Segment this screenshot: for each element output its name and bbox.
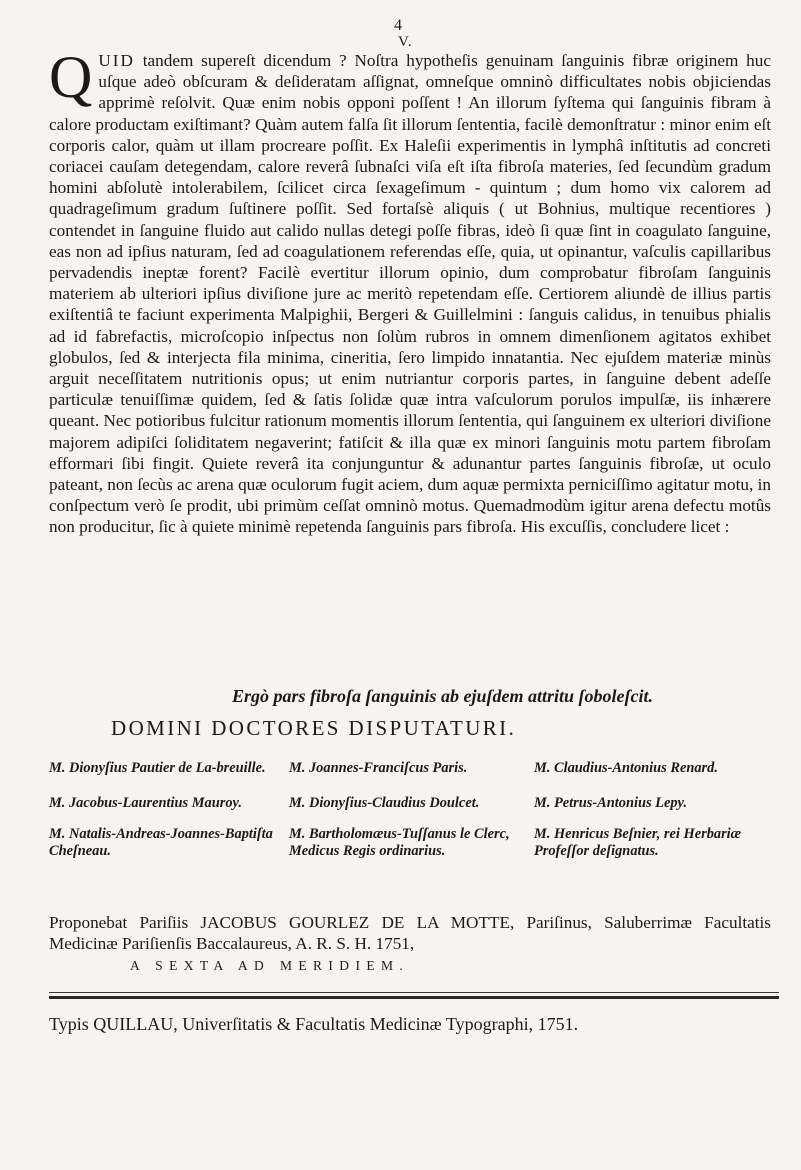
drop-cap: Q [49,44,93,110]
divider-thick [49,996,779,999]
doctors-list [49,760,779,878]
section-mark: V. [398,34,413,50]
doctor-name: M. Dionyſius-Claudius Doulcet. [289,795,480,811]
doctor-name: M. Henricus Beſnier, rei Herbariæ Profeſſor deſignatus. [534,826,742,859]
divider-thin [49,992,779,993]
doctor-name: M. Claudius-Antonius Renard. [534,760,718,776]
page-number: 4 [394,17,402,34]
doctor-name: M. Joannes-Franciſcus Paris. [289,760,468,776]
first-word: UID [98,51,135,70]
body-text: tandem supereſt dicendum ? Noſtra hypotheſis genuinam ſanguinis fibræ originem huc uſque adeò obſcuram & deſideratam aſſignat, omneſque omninò difficultates nobis objiciendas apprimè reſolvit. Quæ enim nobis opponi poſſent ! An illorum ſyſtema qui ſanguinis fibram à calore productam exiſtimant? Quàm autem falſa ſit illorum ſententia, facilè demonſtratur : minor enim eſt corporis calor, quàm ut illam procreare poſſit. Ex Haleſii experimentis in lymphâ inſtitutis ad concreti coriacei cauſam detegendam, calore reverâ ſubnaſci viſa eſt iſta fibroſa materies, ſed ſecundùm gradum homini abſolutè intolerabilem, ſcilicet circa ſexageſimum - quintum ; dum homo vix calorem ad quadrageſimum gradum ſuſtinere poſſit. Sed fortaſsè aliquis ( ut Bohnius, multique recentiores ) contendet in ſanguine fluido aut calido nullas detegi poſſe fibras, ideò ſi quæ ſint in coagulato ſanguine, eas non ad ipſius naturam, ſed ad coagulationem referendas eſſe, quia, ut opinantur, vaſculis capillaribus pervadendis ineptæ forent? Facilè evertitur illorum opinio, dum comprobatur fibroſam ſanguinis materiem ab ulteriori ipſius diviſione jure ac meritò repetendam eſſe. Certiorem aliundè de illius partis exiſtentiâ te faciunt experimenta Malpighii, Bergeri & Guillelmini : ſanguis calidus, in tenuibus phialis ad id fabrefactis, microſcopio inſpectus non ſolùm rubros in omnem dimenſionem agitatos exhibet globulos, ſed & interjecta fila minima, cineritia, ſero limpido innatantia. Nec ejuſdem materiæ minùs arguit neceſſitatem nutritionis opus; ut enim nutriantur corporis partes, in ſanguine debent adeſſe particulæ tenuiſſimæ quidem, ſed & ſatis ſolidæ quæ intra vaſculorum porulos impulſæ, iis inhærere queant. Nec potioribus fulcitur rationum momentis illorum ſententia, qui ſanguinem ex ulteriori diviſione majorem adipiſci ſoliditatem negaverint; fatiſcit & illa quæ ex minori ſanguinis motu partem fibroſam efformari ſibi fingit. Quiete reverâ ita conjunguntur & adunantur partes ſanguinis fibroſæ, ut oculo pateant, non ſecùs ac arena quæ oculorum fugit aciem, dum aquæ permixta perniciſſimo agitatur motu, in conſpectum verò ſe prodit, ubi primùm ceſſat omninò motus. Quemadmodùm igitur arena defectu motûs non producitur, ſic à quiete minimè repetenda ſanguinis pars fibroſa. His excuſſis, concludere licet : [49,51,771,537]
doctors-heading: DOMINI DOCTORES DISPUTATURI. [111,716,517,740]
doctors-row [49,826,779,860]
thesis-body-paragraph [49,44,771,538]
doctors-row [49,760,779,777]
doctor-name: M. Natalis-Andreas-Joannes-Baptiſta Cheſneau. [49,826,273,859]
doctor-name: M. Jacobus-Laurentius Mauroy. [49,795,242,811]
conclusion-statement: Ergò pars fibroſa ſanguinis ab ejuſdem attritu ſoboleſcit. [232,686,654,706]
doctor-name: M. Petrus-Antonius Lepy. [534,795,687,811]
doctor-name: M. Bartholomæus-Tuſſanus le Clerc, Medicus Regis ordinarius. [289,826,510,859]
proponent-statement: Proponebat Pariſiis JACOBUS GOURLEZ DE LA MOTTE, Pariſinus, Saluberrimæ Facultatis Medicinæ Pariſienſis Baccalaureus, A. R. S. H. 1751, [49,913,771,953]
printer-imprint: Typis QUILLAU, Univerſitatis & Facultatis Medicinæ Typographi, 1751. [49,1014,579,1034]
disputation-time: A SEXTA AD MERIDIEM. [130,958,410,973]
doctor-name: M. Dionyſius Pautier de La-breuille. [49,760,266,776]
doctors-row [49,795,779,812]
